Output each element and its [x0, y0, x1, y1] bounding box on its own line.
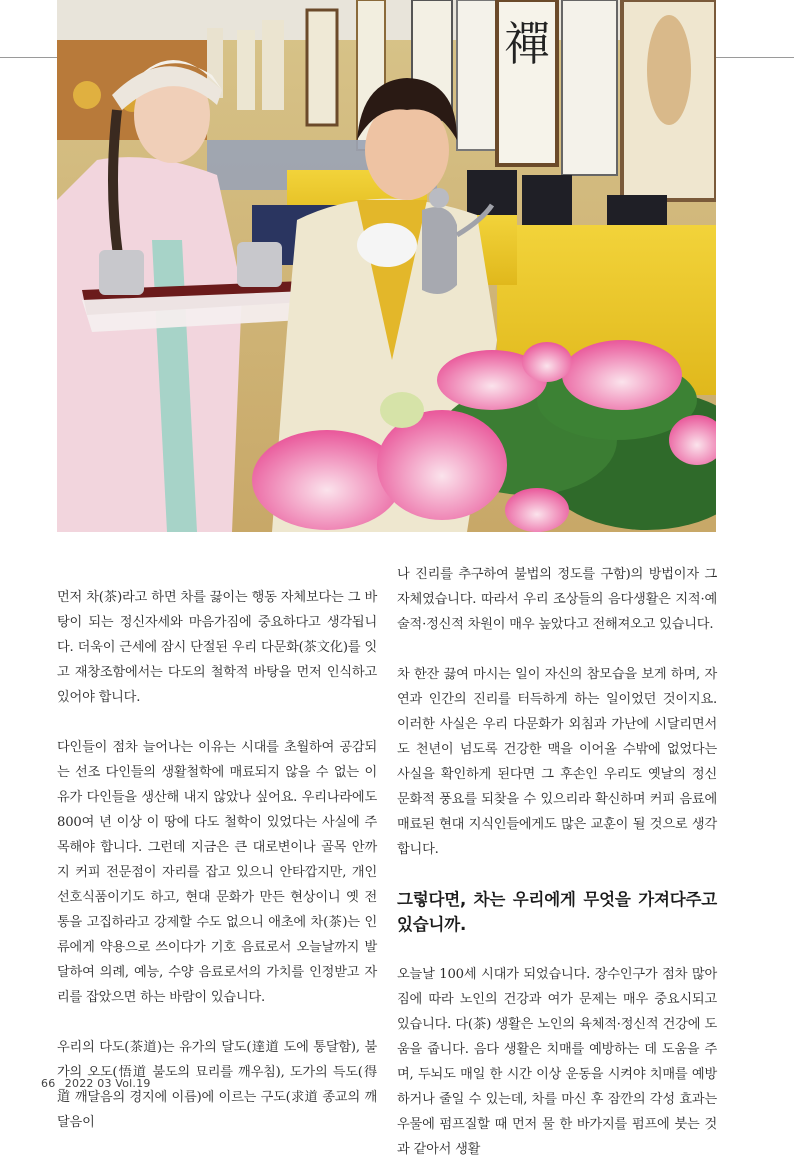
page-folio: 66 _2022 03 Vol.19 [41, 1077, 151, 1090]
section-heading: 그렇다면, 차는 우리에게 무엇을 가져다주고 있습니까. [397, 890, 717, 934]
left-column [57, 585, 377, 1135]
right-paragraph-1: 나 진리를 추구하여 불법의 정도를 구함)의 방법이자 그 자체였습니다. 따라서 우리 조상들의 음다생활은 지적·예술적·정신적 차원이 매우 높았다고 전해져오고 있습니다. [397, 567, 717, 632]
svg-text:禪: 禪 [504, 17, 550, 71]
right-paragraph-3: 오늘날 100세 시대가 되었습니다. 장수인구가 점차 많아짐에 따라 노인의 건강과 여가 문제는 매우 중요시되고 있습니다. 다(茶) 생활은 노인의 육체적·정신적 건강에 도움을 줍니다. 음다 생활은 치매를 예방하는 데 도움을 주며, 두뇌도 매일 한 시간 이상 운동을 시켜야 치매를 예방하거나 줄일 수 있는데, 차를 마신 후 잠깐의 각성 효과는 우물에 펌프질할 때 먼저 물 한 바가지를 펌프에 붓는 것과 같아서 생활 [397, 967, 717, 1157]
right-column [397, 562, 717, 1162]
left-paragraph-1: 먼저 차(茶)라고 하면 차를 끓이는 행동 자체보다는 그 바탕이 되는 정신자세와 마음가짐에 중요하다고 생각됩니다. 더욱이 근세에 잠시 단절된 우리 다문화(茶文化)를 잇고 재창조함에서는 다도의 철학적 바탕을 먼저 인식하고 있어야 합니다. [57, 590, 377, 705]
right-paragraph-2: 차 한잔 끓여 마시는 일이 자신의 참모습을 보게 하며, 자연과 인간의 진리를 터득하게 하는 일이었던 것이지요. 이러한 사실은 우리 다문화가 외침과 가난에 시달리면서도 천년이 넘도록 건강한 맥을 이어올 수밖에 없었다는 사실을 확인하게 된다면 그 후손인 우리도 옛날의 정신 문화적 풍요를 되찾을 수 있으리라 확신하며 커피 음료에 매료된 현대 지식인들에게도 많은 교훈이 될 것으로 생각합니다. [397, 667, 717, 857]
left-paragraph-2: 다인들이 점차 늘어나는 이유는 시대를 초월하여 공감되는 선조 다인들의 생활철학에 매료되지 않을 수 없는 이유가 다인들을 생산해 내지 않았나 싶어요. 우리나라에도 800여 년 이상 이 땅에 다도 철학이 있었다는 사실에 주목해야 합니다. 그런데 지금은 큰 대로변이나 골목 안까지 커피 전문점이 자리를 잡고 있으니 안타깝지만, 개인 선호식품이기도 하고, 현대 문화가 만든 현상이니 옛 전통을 고집하라고 강제할 수도 없으니 애초에 차(茶)는 인류에게 약용으로 쓰이다가 기호 음료로서 오늘날까지 발달하여 의례, 예능, 수양 음료로서의 가치를 인정받고 자리를 잡았으면 하는 바람이 있습니다. [57, 740, 377, 1005]
tea-ceremony-photo [57, 0, 716, 532]
header-rule-right [716, 57, 794, 58]
left-paragraph-3: 우리의 다도(茶道)는 유가의 달도(達道 도에 통달함), 불가의 오도(悟道 불도의 묘리를 깨우침), 도가의 득도(得道 깨달음의 경지에 이름)에 이르는 구도(求道 종교의 깨달음이 [57, 1040, 377, 1130]
header-rule-left [0, 57, 57, 58]
